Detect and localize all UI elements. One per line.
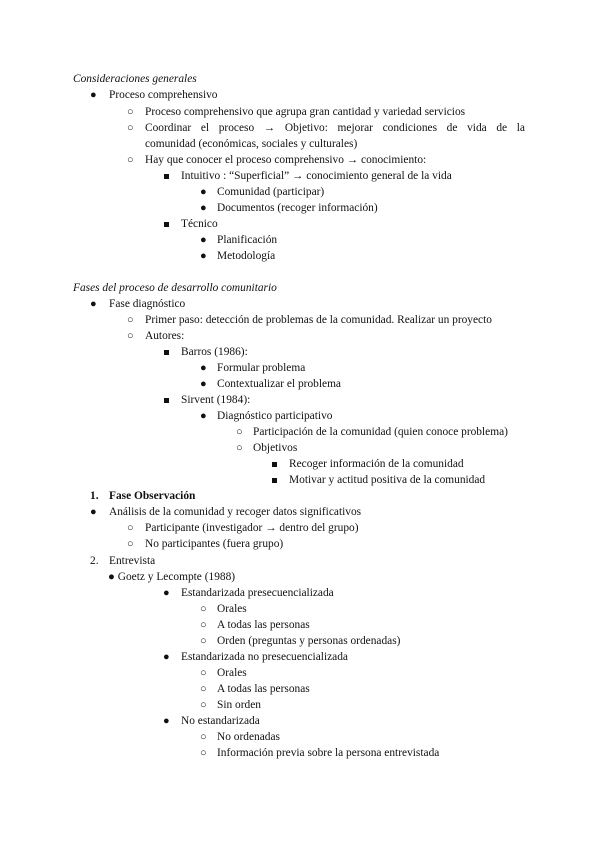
- bullet-square: [272, 462, 277, 467]
- item-no-estandarizada: No estandarizada: [181, 715, 260, 727]
- item-autores: Autores:: [145, 330, 185, 342]
- item-motivar: Motivar y actitud positiva de la comunidad: [289, 474, 486, 486]
- item-coordinar-l1: Coordinar el proceso → Objetivo: mejorar condiciones de vida de la: [145, 122, 525, 134]
- bullet-circle: ○: [200, 747, 207, 759]
- bullet-disc: ●: [200, 410, 207, 422]
- bullet-circle: ○: [127, 522, 134, 534]
- bullet-square: [164, 350, 169, 355]
- item-todas-1: A todas las personas: [217, 619, 310, 631]
- heading-fase-observacion: Fase Observación: [109, 490, 196, 502]
- bullet-circle: ○: [236, 442, 243, 454]
- item-intuitivo: Intuitivo : “Superficial” → conocimiento general de la vida: [181, 170, 452, 182]
- item-sirvent: Sirvent (1984):: [181, 394, 251, 406]
- item-contextualizar: Contextualizar el problema: [217, 378, 341, 390]
- item-metodologia: Metodología: [217, 250, 276, 262]
- bullet-circle: ○: [127, 122, 134, 134]
- bullet-circle: ○: [236, 426, 243, 438]
- bullet-circle: ○: [200, 603, 207, 615]
- bullet-square: [164, 398, 169, 403]
- bullet-circle: ○: [127, 330, 134, 342]
- item-objetivos: Objetivos: [253, 442, 298, 454]
- item-proceso-agrupa: Proceso comprehensivo que agrupa gran cantidad y variedad servicios: [145, 106, 466, 118]
- item-no-ordenadas: No ordenadas: [217, 731, 280, 743]
- item-comunidad-participar: Comunidad (participar): [217, 186, 325, 198]
- item-no-participantes: No participantes (fuera grupo): [145, 538, 284, 550]
- item-hay-que-conocer: Hay que conocer el proceso comprehensivo → conocimiento:: [145, 154, 427, 166]
- item-planificacion: Planificación: [217, 234, 278, 246]
- heading-fases: Fases del proceso de desarrollo comunitario: [73, 282, 277, 294]
- bullet-circle: ○: [127, 314, 134, 326]
- bullet-disc: ●: [200, 234, 207, 246]
- bullet-square: [272, 478, 277, 483]
- heading-consideraciones: Consideraciones generales: [73, 73, 197, 85]
- item-orales-2: Orales: [217, 667, 247, 679]
- item-participacion: Participación de la comunidad (quien conoce problema): [253, 426, 508, 438]
- bullet-circle: ○: [200, 667, 207, 679]
- item-entrevista: Entrevista: [109, 555, 156, 567]
- bullet-disc: ●: [90, 506, 97, 518]
- item-estandarizada-pre: Estandarizada presecuencializada: [181, 587, 334, 599]
- bullet-circle: ○: [200, 683, 207, 695]
- item-goetz: ● Goetz y Lecompte (1988): [108, 571, 236, 583]
- bullet-circle: ○: [200, 699, 207, 711]
- bullet-disc: ●: [200, 378, 207, 390]
- bullet-circle: ○: [127, 538, 134, 550]
- bullet-disc: ●: [200, 362, 207, 374]
- item-orales-1: Orales: [217, 603, 247, 615]
- number-2: 2.: [90, 555, 99, 567]
- item-tecnico: Técnico: [181, 218, 218, 230]
- item-formular: Formular problema: [217, 362, 306, 374]
- item-diagnostico-participativo: Diagnóstico participativo: [217, 410, 333, 422]
- item-barros: Barros (1986):: [181, 346, 248, 358]
- item-proceso-comprehensivo: Proceso comprehensivo: [109, 89, 218, 101]
- bullet-circle: ○: [127, 154, 134, 166]
- bullet-square: [164, 222, 169, 227]
- bullet-disc: ●: [200, 250, 207, 262]
- item-todas-2: A todas las personas: [217, 683, 310, 695]
- item-fase-diagnostico: Fase diagnóstico: [109, 298, 186, 310]
- bullet-disc: ●: [90, 298, 97, 310]
- item-recoger: Recoger información de la comunidad: [289, 458, 464, 470]
- bullet-disc: ●: [200, 202, 207, 214]
- item-analisis: Análisis de la comunidad y recoger datos significativos: [109, 506, 362, 518]
- bullet-circle: ○: [200, 635, 207, 647]
- item-primer-paso: Primer paso: detección de problemas de la comunidad. Realizar un proyecto: [145, 314, 492, 326]
- item-coordinar-l2: comunidad (económicas, sociales y culturales): [145, 138, 358, 150]
- bullet-square: [164, 174, 169, 179]
- bullet-circle: ○: [200, 619, 207, 631]
- item-sin-orden: Sin orden: [217, 699, 261, 711]
- bullet-disc: ●: [163, 587, 170, 599]
- item-orden: Orden (preguntas y personas ordenadas): [217, 635, 401, 647]
- number-1: 1.: [90, 490, 99, 502]
- bullet-circle: ○: [200, 731, 207, 743]
- item-estandarizada-no-pre: Estandarizada no presecuencializada: [181, 651, 348, 663]
- bullet-disc: ●: [90, 89, 97, 101]
- item-documentos: Documentos (recoger información): [217, 202, 378, 214]
- bullet-disc: ●: [163, 715, 170, 727]
- item-info-previa: Información previa sobre la persona entrevistada: [217, 747, 440, 759]
- item-participante: Participante (investigador → dentro del grupo): [145, 522, 359, 534]
- bullet-disc: ●: [200, 186, 207, 198]
- bullet-circle: ○: [127, 106, 134, 118]
- bullet-disc: ●: [163, 651, 170, 663]
